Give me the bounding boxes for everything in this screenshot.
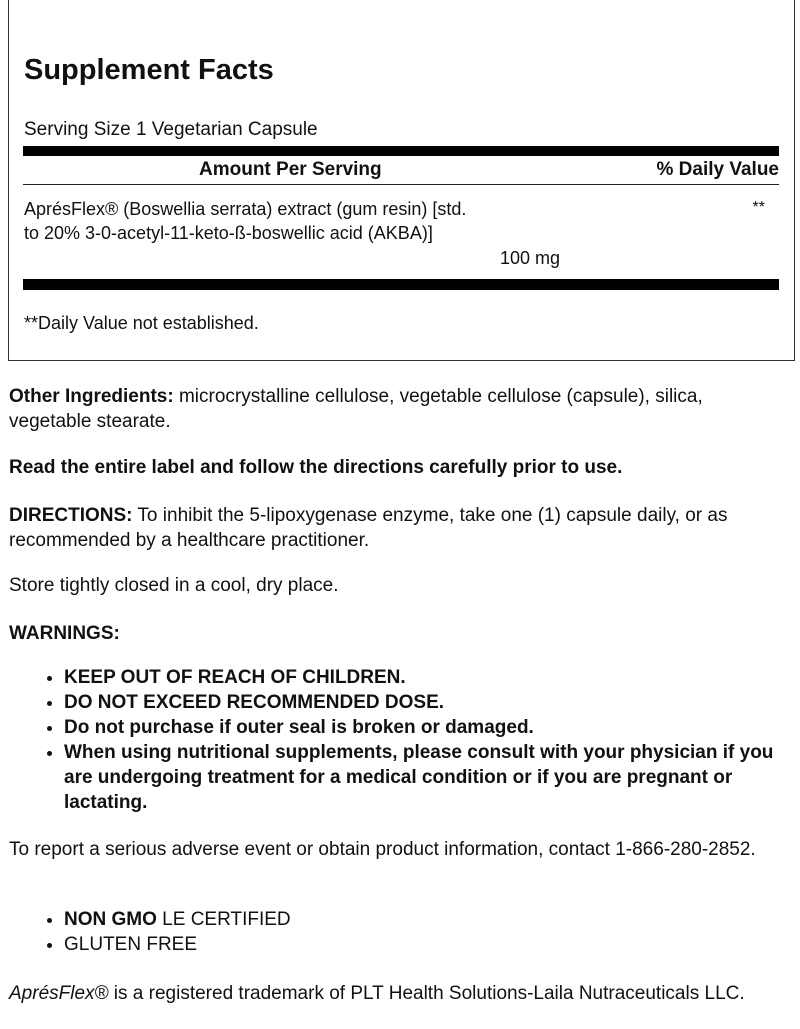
amount-per-serving-header: Amount Per Serving — [199, 159, 382, 180]
list-item: • KEEP OUT OF REACH OF CHILDREN. — [64, 665, 789, 690]
read-label-notice: Read the entire label and follow the directions carefully prior to use. — [9, 457, 623, 478]
warnings-heading: WARNINGS: — [9, 623, 120, 644]
trademark-brand: AprésFlex® — [9, 983, 109, 1004]
certifications-list — [9, 907, 789, 957]
trademark-notice — [9, 981, 789, 1006]
directions-text: To inhibit the 5-lipoxygenase enzyme, take one (1) capsule daily, or as recommended by a healthcare practitioner. — [9, 505, 728, 551]
other-ingredients-label: Other Ingredients: — [9, 386, 174, 407]
non-gmo-certified: LE CERTIFIED — [156, 909, 291, 930]
non-gmo-label: NON GMO — [64, 909, 157, 930]
other-ingredients-text: microcrystalline cellulose, vegetable cellulose (capsule), silica, vegetable stearate. — [9, 386, 703, 432]
directions-label: DIRECTIONS: — [9, 505, 133, 526]
other-ingredients — [9, 384, 789, 434]
warnings-list — [9, 665, 789, 815]
ingredient-amount: 100 mg — [500, 248, 561, 268]
ingredient-line-2: to 20% 3-0-acetyl-11-keto-ß-boswellic acid (AKBA)] — [24, 223, 433, 243]
list-item: • When using nutritional supplements, please consult with your physician if you are undergoing treatment for a medical condition or if you are pregnant or lactating. — [64, 740, 789, 815]
list-item — [64, 907, 789, 932]
list-item: • GLUTEN FREE — [64, 932, 789, 957]
thick-divider-bottom — [23, 279, 779, 290]
list-item: • Do not purchase if outer seal is broken or damaged. — [64, 715, 789, 740]
daily-value-footnote: **Daily Value not established. — [24, 313, 259, 333]
directions — [9, 503, 789, 553]
thick-divider-top — [23, 146, 779, 156]
storage-instructions: Store tightly closed in a cool, dry place. — [9, 575, 339, 596]
adverse-event-contact: To report a serious adverse event or obtain product information, contact 1-866-280-2852. — [9, 839, 756, 860]
facts-header-row — [23, 158, 779, 184]
trademark-text: is a registered trademark of PLT Health Solutions-Laila Nutraceuticals LLC. — [108, 983, 745, 1004]
daily-value-header: % Daily Value — [656, 159, 779, 180]
supplement-facts-panel — [8, 0, 795, 361]
ingredient-daily-value: ** — [752, 199, 765, 216]
ingredient-line-1: AprésFlex® (Boswellia serrata) extract (gum resin) [std. — [24, 199, 467, 219]
facts-title: Supplement Facts — [24, 54, 274, 86]
thin-divider — [23, 184, 779, 185]
list-item: • DO NOT EXCEED RECOMMENDED DOSE. — [64, 690, 789, 715]
ingredient-name — [24, 197, 624, 245]
serving-size: Serving Size 1 Vegetarian Capsule — [24, 119, 318, 140]
